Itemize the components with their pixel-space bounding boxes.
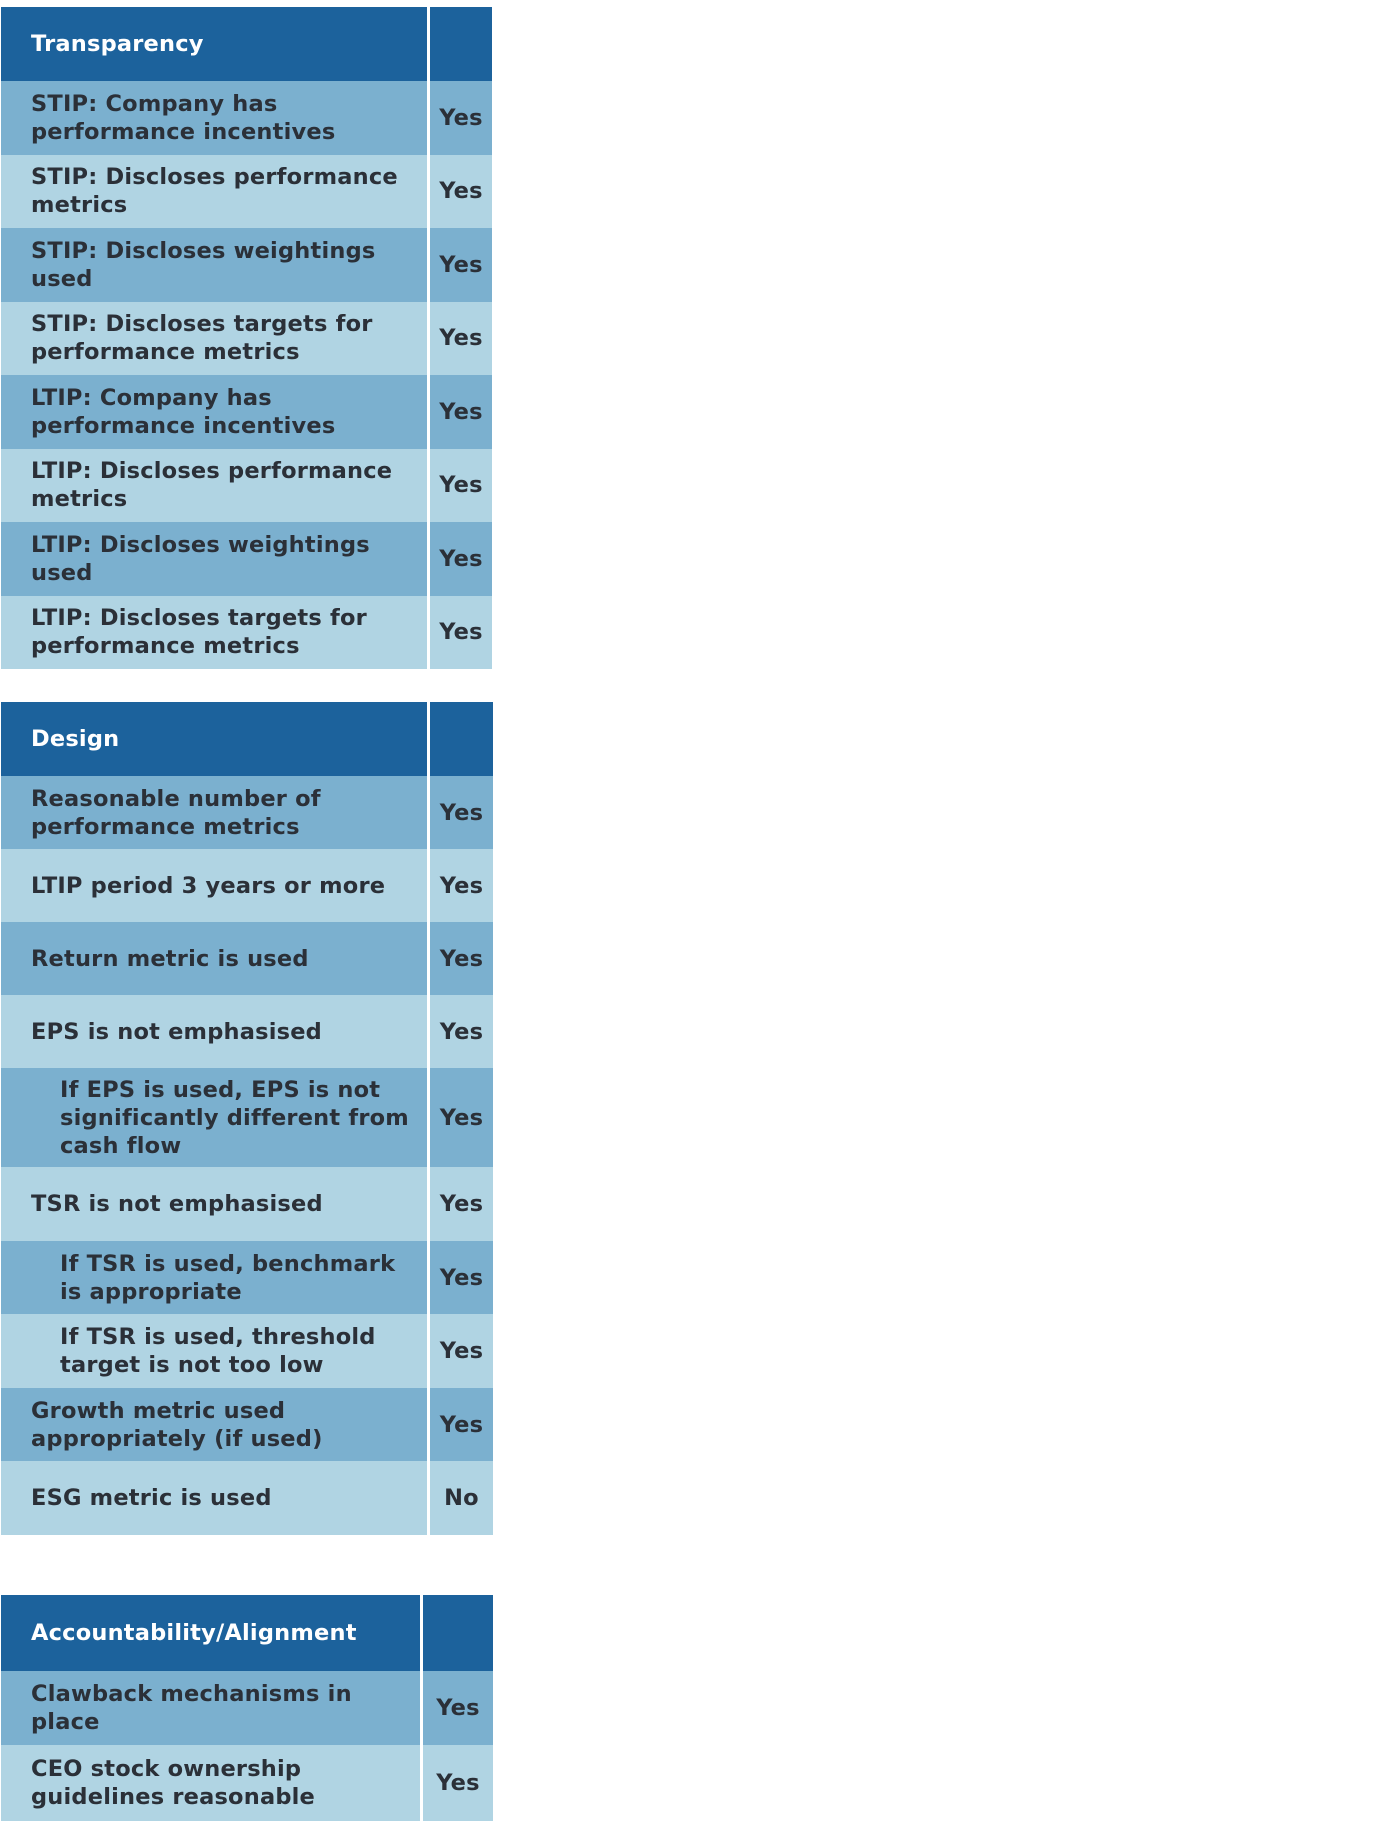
design-table — [1, 702, 493, 1535]
row-label: Reasonable number of performance metrics — [1, 776, 430, 849]
row-value: Yes — [430, 995, 493, 1068]
row-label: Growth metric used appropriately (if used) — [1, 1388, 430, 1461]
accountability-table — [1, 1595, 493, 1821]
row-label: CEO stock ownership guidelines reasonable — [1, 1745, 423, 1821]
row-label: Return metric is used — [1, 922, 430, 995]
row-label: TSR is not emphasised — [1, 1167, 430, 1241]
row-value: Yes — [430, 81, 492, 155]
header-value-cell — [423, 1595, 493, 1671]
row-label: EPS is not emphasised — [1, 995, 430, 1068]
row-value: Yes — [423, 1745, 493, 1821]
row-value: Yes — [430, 596, 492, 670]
row-label-sub: If EPS is used, EPS is not significantly different from cash flow — [1, 1068, 430, 1167]
row-value: Yes — [430, 849, 493, 922]
row-value: Yes — [430, 155, 492, 229]
row-label: STIP: Company has performance incentives — [1, 81, 430, 155]
header-value-cell — [430, 7, 492, 81]
transparency-table — [1, 7, 492, 669]
row-label-sub: If TSR is used, threshold target is not too low — [1, 1314, 430, 1388]
row-value: Yes — [430, 1314, 493, 1388]
row-label: LTIP period 3 years or more — [1, 849, 430, 922]
row-value: Yes — [430, 375, 492, 449]
row-value: Yes — [430, 228, 492, 302]
row-label: STIP: Discloses performance metrics — [1, 155, 430, 229]
row-label-sub: If TSR is used, benchmark is appropriate — [1, 1241, 430, 1314]
row-label: LTIP: Discloses targets for performance metrics — [1, 596, 430, 670]
row-label: STIP: Discloses targets for performance metrics — [1, 302, 430, 376]
row-value: Yes — [423, 1671, 493, 1745]
row-value: Yes — [430, 1388, 493, 1461]
section-title: Transparency — [1, 7, 430, 81]
section-title: Design — [1, 702, 430, 776]
row-value: Yes — [430, 922, 493, 995]
row-value: No — [430, 1461, 493, 1535]
row-value: Yes — [430, 776, 493, 849]
header-value-cell — [430, 702, 493, 776]
section-title: Accountability/Alignment — [1, 1595, 423, 1671]
row-label: LTIP: Discloses performance metrics — [1, 449, 430, 523]
row-label: Clawback mechanisms in place — [1, 1671, 423, 1745]
row-label: STIP: Discloses weightings used — [1, 228, 430, 302]
row-label: LTIP: Discloses weightings used — [1, 522, 430, 596]
row-value: Yes — [430, 449, 492, 523]
row-label: ESG metric is used — [1, 1461, 430, 1535]
row-value: Yes — [430, 302, 492, 376]
row-label: LTIP: Company has performance incentives — [1, 375, 430, 449]
row-value: Yes — [430, 522, 492, 596]
row-value: Yes — [430, 1167, 493, 1241]
row-value: Yes — [430, 1068, 493, 1167]
row-value: Yes — [430, 1241, 493, 1314]
